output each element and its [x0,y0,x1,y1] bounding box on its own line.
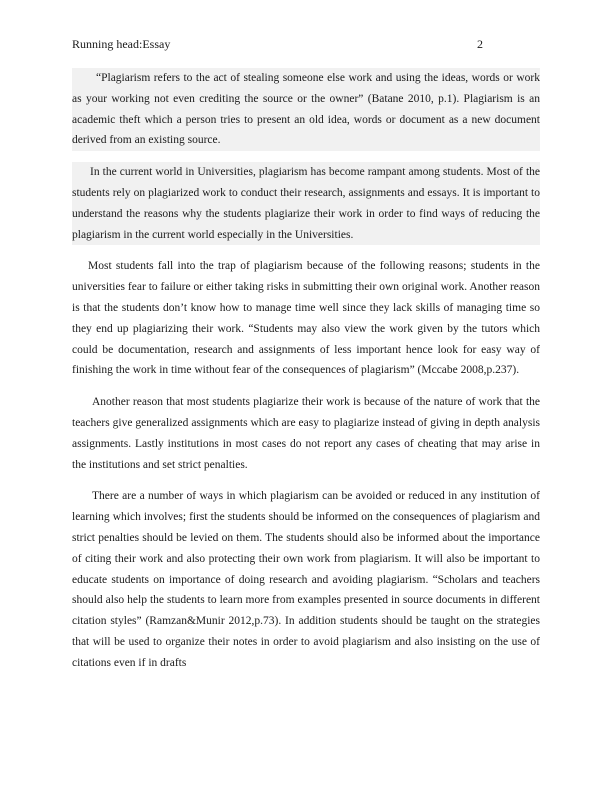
paragraph-universities: In the current world in Universities, plagiarism has become rampant among students. Most of the students rely on plagiarized work to conduct their research, assignments and essays. It is important to understand the reasons why the students plagiarize their work in order to find ways of reducing the plagiarism in the current world especially in the Universities. [72,162,540,245]
page-number: 2 [477,37,483,51]
page-header [72,36,540,52]
paragraph-prevention: There are a number of ways in which plagiarism can be avoided or reduced in any institution of learning which involves; first the students should be informed on the consequences of plagiarism and strict penalties should be levied on them. The students should also be informed about the importance of citing their work and also protecting their own work from plagiarism. It will also be important to educate students on importance of doing research and avoiding plagiarism. “Scholars and teachers should also help the students to learn more from examples presented in source documents in different citation styles” (Ramzan&Munir 2012,p.73). In addition students should be taught on the strategies that will be used to organize their notes in order to avoid plagiarism and also insisting on the use of citations even if in drafts [72,490,540,669]
paragraph-definition: “Plagiarism refers to the act of stealing someone else work and using the ideas, words or work as your working not even crediting the source or the owner” (Batane 2010, p.1). Plagiarism is an academic theft which a person tries to present an old idea, words or document as a new document derived from an existing source. [72,68,540,151]
paragraph-reasons: Most students fall into the trap of plagiarism because of the following reasons; students in the universities fear to failure or either taking risks in submitting their own original work. Another reason is that the students don’t know how to manage time well since they lack skills of managing time so they end up plagiarizing their work. “Students may also view the work given by the tutors which could be documentation, research and assignments of less important hence look for easy way of finishing the work in time without fear of the consequences of plagiarism” (Mccabe 2008,p.237). [72,260,540,377]
paragraph-another-reason: Another reason that most students plagiarize their work is because of the nature of work that the teachers give generalized assignments which are easy to plagiarize instead of giving in depth analysis assignments. Lastly institutions in most cases do not report any cases of cheating that may arise in the institutions and set strict penalties. [72,396,540,471]
essay-body [72,68,540,685]
running-head: Running head:Essay [72,37,171,51]
